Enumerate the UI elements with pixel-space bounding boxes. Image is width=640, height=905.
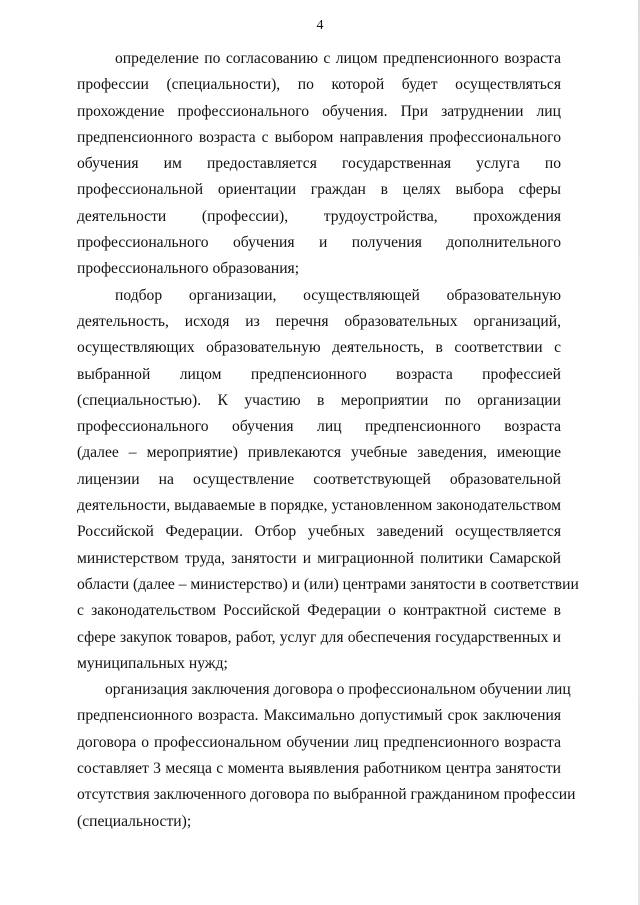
text-line: предпенсионного возраста с выбором направления профессионального <box>77 128 561 146</box>
document-body <box>77 46 579 835</box>
text-line: составляет 3 месяца с момента выявления работником центра занятости <box>77 760 561 778</box>
text-line: профессии (специальности), по которой будет осуществляться <box>77 76 561 94</box>
text-line: профессионального образования; <box>77 260 300 278</box>
text-line: (далее – мероприятие) привлекаются учебные заведения, имеющие <box>77 444 561 462</box>
page-number: 4 <box>316 18 324 33</box>
text-line: обучения им предоставляется государственная услуга по <box>77 155 561 173</box>
paragraph-3 <box>77 677 576 835</box>
text-line: деятельности, выдаваемые в порядке, установленном законодательством <box>77 497 561 515</box>
text-line: деятельность, исходя из перечня образовательных организаций, <box>77 312 561 330</box>
text-line: профессиональной ориентации граждан в целях выбора сферы <box>77 181 561 199</box>
text-line: министерством труда, занятости и миграционной политики Самарской <box>77 549 561 567</box>
text-line: предпенсионного возраста. Максимально допустимый срок заключения <box>77 707 561 725</box>
text-line: организация заключения договора о профессиональном обучении лиц <box>105 681 571 699</box>
text-line: области (далее – министерство) и (или) центрами занятости в соответствии <box>77 575 579 593</box>
text-line: Российской Федерации. Отбор учебных заведений осуществляется <box>77 523 561 541</box>
text-line: муниципальных нужд; <box>77 654 228 672</box>
text-line: лицензии на осуществление соответствующей образовательной <box>77 470 561 488</box>
paragraph-2 <box>77 283 579 677</box>
text-line: подбор организации, осуществляющей образовательную <box>115 286 561 304</box>
text-line: с законодательством Российской Федерации о контрактной системе в <box>77 602 561 620</box>
paragraph-1 <box>77 46 561 283</box>
text-line: (специальностью). К участию в мероприятии по организации <box>77 391 561 409</box>
text-line: выбранной лицом предпенсионного возраста профессией <box>77 365 561 383</box>
text-line: профессионального обучения и получения дополнительного <box>77 234 561 252</box>
text-line: осуществляющих образовательную деятельность, в соответствии с <box>77 339 561 357</box>
text-line: отсутствия заключенного договора по выбранной гражданином профессии <box>77 786 576 804</box>
text-line: деятельности (профессии), трудоустройства, прохождения <box>77 207 561 225</box>
text-line: профессионального обучения лиц предпенсионного возраста <box>77 418 561 436</box>
text-line: договора о профессиональном обучении лиц предпенсионного возраста <box>77 733 561 751</box>
text-line: прохождение профессионального обучения. При затруднении лиц <box>77 102 561 120</box>
text-line: сфере закупок товаров, работ, услуг для обеспечения государственных и <box>77 628 561 646</box>
text-line: определение по согласованию с лицом предпенсионного возраста <box>115 50 561 67</box>
text-line: (специальности); <box>77 812 192 830</box>
